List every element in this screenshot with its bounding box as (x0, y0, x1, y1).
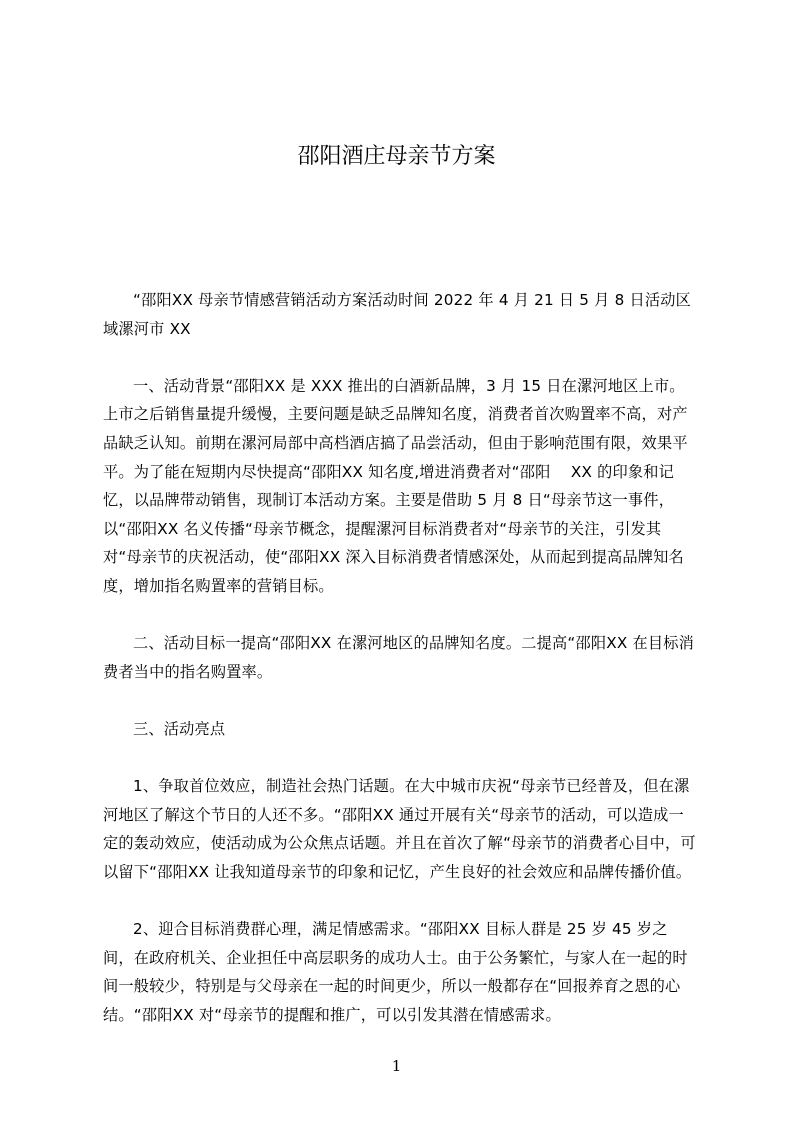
paragraph-gap (103, 343, 697, 372)
document-body (103, 286, 697, 1029)
paragraph-goals: 二、活动目标一提高“邵阳XX 在漯河地区的品牌知名度。二提高“邵阳XX 在目标消费者当中的指名购置率。 (103, 634, 695, 681)
paragraph-gap (103, 744, 697, 773)
section-heading-highlights: 三、活动亮点 (133, 719, 226, 738)
paragraph-background: 一、活动背景“邵阳XX 是 XXX 推出的白酒新品牌，3 月 15 日在漯河地区上市。上市之后销售量提升缓慢，主要问题是缺乏品牌知名度，消费者首次购置率不高，对产品缺乏认知。前期在漯河局部中高档酒店搞了品尝活动，但由于影响范围有限，效果平平。为了能在短期内尽快提高“邵阳XX 知名度,增进消费者对“邵阳 XX 的印象和记忆，以品牌带动销售，现制订本活动方案。主要是借助 5 月 8 日“母亲节这一事件，以“邵阳XX 名义传播“母亲节概念，提醒漯河目标消费者对“母亲节的关注，引发其对“母亲节的庆祝活动，使“邵阳XX 深入目标消费者情感深处，从而起到提高品牌知名度，增加指名购置率的营销目标。 (103, 376, 688, 595)
paragraph-intro: “邵阳XX 母亲节情感营销活动方案活动时间 2022 年 4 月 21 日 5 月 8 日活动区域漯河市 XX (103, 291, 692, 338)
document-title: 邵阳酒庄母亲节方案 (297, 144, 496, 169)
paragraph-gap (103, 686, 697, 715)
paragraph-gap (103, 601, 697, 630)
paragraph-gap (103, 886, 697, 915)
paragraph-highlight-1: 1、争取首位效应，制造社会热门话题。在大中城市庆祝“母亲节已经普及，但在漯河地区了解这个节日的人还不多。“邵阳XX 通过开展有关“母亲节的活动，可以造成一定的轰动效应，使活动成为公众焦点话题。并且在首次了解“母亲节的消费者心目中，可以留下“邵阳XX 让我知道母亲节的印象和记忆，产生良好的社会效应和品牌传播价值。 (103, 777, 696, 881)
page-number: 1 (391, 1057, 402, 1075)
paragraph-highlight-2: 2、迎合目标消费群心理，满足情感需求。“邵阳XX 目标人群是 25 岁 45 岁之间，在政府机关、企业担任中高层职务的成功人士。由于公务繁忙，与家人在一起的时间一般较少，特别是与父母亲在一起的时间更少，所以一般都存在“回报养育之恩的心结。“邵阳XX 对“母亲节的提醒和推广，可以引发其潜在情感需求。 (103, 920, 688, 1024)
